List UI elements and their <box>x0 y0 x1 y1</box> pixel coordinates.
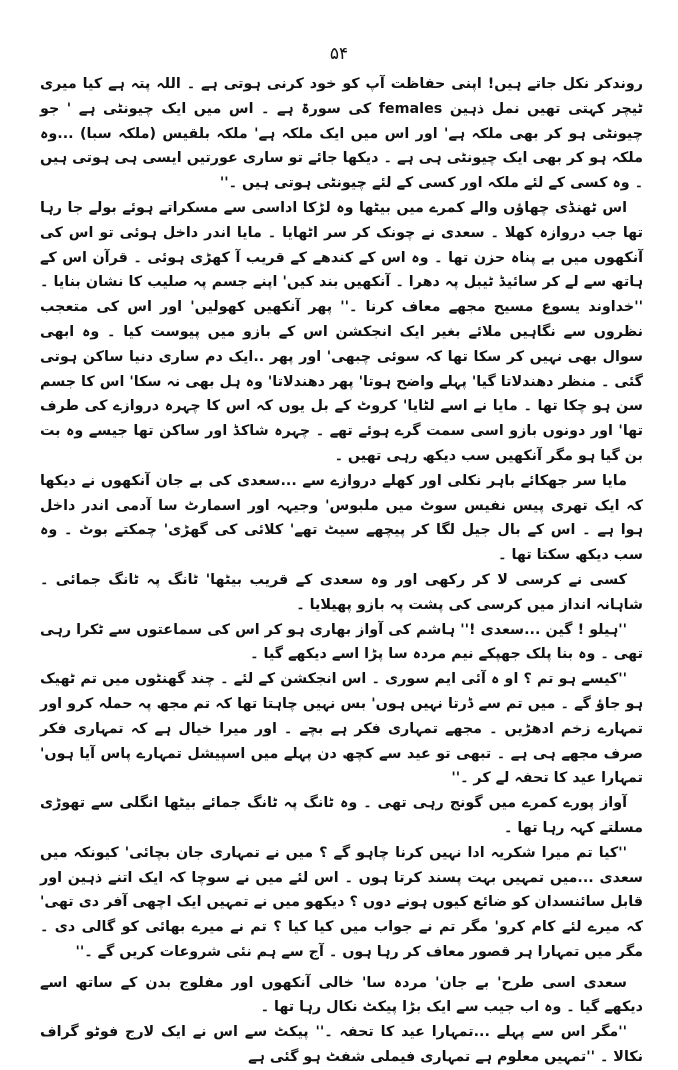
paragraph <box>40 72 643 196</box>
paragraph: ''مگر اس سے پہلے ...تمہارا عید کا تحفہ ۔'' پیکٹ سے اس نے ایک لارج فوٹو گراف نکالا ۔ ''تمہیں معلوم ہے تمہاری فیملی شفٹ ہو گئی ہے <box>40 1024 643 1066</box>
paragraph: آواز پورے کمرے میں گونج رہی تھی ۔ وہ ٹانگ پہ ٹانگ جمائے بیٹھا انگلی سے تھوڑی مسلتے کہہ رہا تھا ۔ <box>40 795 643 836</box>
body-text <box>40 72 643 1070</box>
paragraph: ''کیا تم میرا شکریہ ادا نہیں کرنا چاہو گے ؟ میں نے تمہاری جان بچائی' کیونکہ میں سعدی ...میں تمہیں بہت پسند کرتا ہوں ۔ اس لئے میں نے سوچا کہ ایک اتنے ذہین اور قابل سائنسدان کو ضائع کیوں ہونے دوں ؟ دیکھو میں نے تمہیں ایک اچھی آفر دی تھی' کہ میرے لئے کام کرو' مگر تم نے جواب میں کیا کیا ؟ تم نے میرے بھائی کو گالی دی ۔ مگر میں تمہارا ہر قصور معاف کر رہا ہوں ۔ آج سے ہم نئی شروعات کریں گے ۔'' <box>40 844 643 960</box>
page-number: ۵۴ <box>329 44 349 64</box>
latin-word: females <box>378 100 443 117</box>
paragraph: ''کیسے ہو تم ؟ او ہ آئی ایم سوری ۔ اس انجکشن کے لئے ۔ چند گھنٹوں میں تم ٹھیک ہو جاؤ گے ۔ میں تم سے ڈرتا نہیں ہوں' بس نہیں چاہتا تھا کہ تم مجھ پہ حملہ کرو اور تمہارے زخم ادھڑیں ۔ مجھے تمہاری فکر ہے بچے ۔ اور میرا خیال ہے کہ تمہاری فکر صرف مجھے ہی ہے ۔ تبھی تو عید سے کچھ دن پہلے میں اسپیشل تمہارے پاس آیا ہوں' تمہارا عید کا تحفہ لے کر ۔'' <box>40 671 643 787</box>
paragraph: اس ٹھنڈی چھاؤں والے کمرے میں بیٹھا وہ لڑکا اداسی سے مسکراتے ہوئے بولے جا رہا تھا جب دروازہ کھلا ۔ سعدی نے چونک کر سر اٹھایا ۔ مایا اندر داخل ہوئی تو اس کی آنکھوں میں بے پناہ حزن تھا ۔ وہ اس کے کندھے کے قریب آ کھڑی ہوئی ۔ قرآن اس کے ہاتھ سے لے کر سائیڈ ٹیبل پہ دھرا ۔ آنکھیں بند کیں' اپنے جسم پہ صلیب کا نشان بنایا ۔ ''خداوند یسوع مسیح مجھے معاف کرنا ۔'' پھر آنکھیں کھولیں' اور اس کی متعجب نظروں سے نگاہیں ملائے بغیر ایک انجکشن اس کے بازو میں پیوست کیا ۔ وہ ابھی سوال بھی نہیں کر سکا تھا کہ سوئی چبھی' اور پھر ..ایک دم ساری دنیا ساکن ہوتی گئی ۔ منظر دھندلاتا گیا' پہلے واضح ہوتا' پھر دھندلاتا' وہ ہل بھی نہ سکا' اس کا جسم سن ہو چکا تھا ۔ مایا نے اسے لٹایا' کروٹ کے بل یوں کہ اس کا چہرہ دروازے کی طرف تھا' اور دونوں بازو اسی سمت گرے ہوئے تھے ۔ چہرہ شاکڈ اور ساکن تھا جیسے وہ بت بن گیا ہو مگر آنکھیں سب دیکھ رہی تھیں ۔ <box>40 199 643 464</box>
paragraph: ''ہیلو ! گین ...سعدی !'' ہاشم کی آواز بھاری ہو کر اس کی سماعتوں سے ٹکرا رہی تھی ۔ وہ بنا پلک جھپکے نیم مردہ سا پڑا اسے دیکھے گیا ۔ <box>40 621 643 663</box>
paragraph-text: کی سورۃ ہے ۔ اس میں ایک چیونٹی ہے ' جو چیونٹی ہو کر بھی ملکہ ہے' اور اس میں ایک ملکہ ہے' ملکہ بلقیس (ملکہ سبا) ...وہ ملکہ ہو کر بھی ایک چیونٹی ہی ہے ۔ دیکھا جائے تو ساری عورتیں ایسی ہی ہوتی ہیں ۔ وہ کسی کے لئے ملکہ اور کسی کے لئے چیونٹی ہوتی ہیں ۔'' <box>40 100 643 192</box>
paragraph: کسی نے کرسی لا کر رکھی اور وہ سعدی کے قریب بیٹھا' ٹانگ پہ ٹانگ جمائی ۔ شاہانہ انداز میں کرسی کی پشت پہ بازو پھیلایا ۔ <box>40 571 643 613</box>
paragraph: سعدی اسی طرح' بے جان' مردہ سا' خالی آنکھوں اور مفلوج بدن کے ساتھ اسے دیکھے گیا ۔ وہ اب جیب سے ایک بڑا پیکٹ نکال رہا تھا ۔ <box>40 974 643 1016</box>
paragraph: مایا سر جھکائے باہر نکلی اور کھلے دروازے سے ...سعدی کی بے جان آنکھوں نے دیکھا کہ ایک تھری پیس نفیس سوٹ میں ملبوس' وجیہہ اور اسمارٹ سا آدمی اندر داخل ہوا ہے ۔ اس کے بال جیل لگا کر پیچھے سیٹ تھے' کلائی کی گھڑی' چمکتے بوٹ ۔ وہ سب دیکھ سکتا تھا ۔ <box>40 472 643 564</box>
paragraph-text: روندکر نکل جاتے ہیں! اپنی حفاظت آپ کو خود کرنی ہوتی ہے ۔ اللہ پتہ ہے کیا میری ٹیچر کہتی تھیں نمل ذہین <box>40 76 643 117</box>
